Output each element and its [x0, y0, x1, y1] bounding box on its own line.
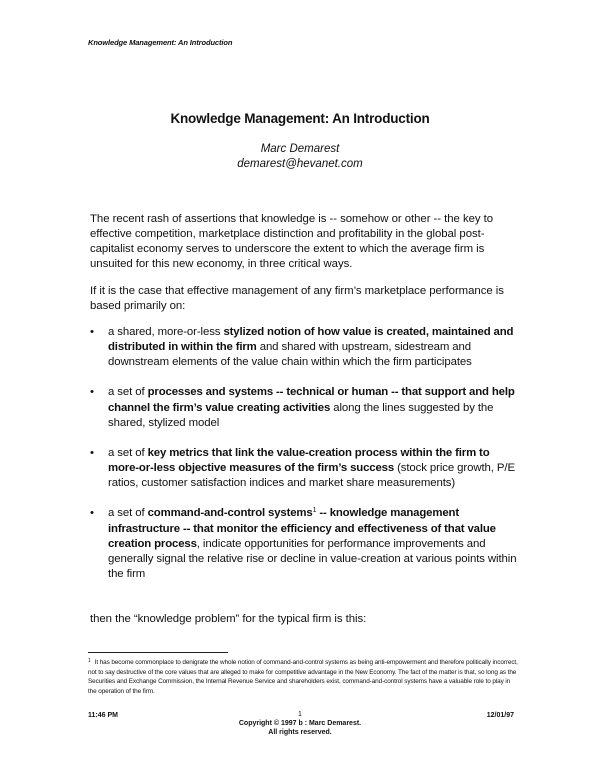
- paragraph-premise: If it is the case that effective management of any firm’s marketplace performance is based primarily on:: [90, 285, 504, 313]
- rights-notice: All rights reserved.: [268, 729, 332, 736]
- footer-date: 12/01/97: [486, 712, 514, 719]
- footer-time: 11:46 PM: [88, 712, 118, 719]
- bullet-icon: •: [90, 446, 94, 459]
- author-block: [0, 142, 600, 172]
- author-name: Marc Demarest: [260, 143, 340, 155]
- author-email: demarest@hevanet.com: [237, 158, 363, 170]
- document-title: Knowledge Management: An Introduction: [170, 111, 430, 126]
- copyright-notice: Copyright © 1997 b : Marc Demarest.: [238, 720, 362, 727]
- bullet-list: [90, 325, 520, 597]
- footnote-marker: 1: [88, 658, 91, 664]
- bullet-icon: •: [90, 386, 94, 399]
- list-item: • a shared, more-or-less stylized notion of how value is created, maintained and distributed in within the firm and shared with upstream, sidestream and downstream elements of the value chain within which the firm participates: [90, 326, 514, 369]
- list-item: • a set of command-and-control systems$^1$ -- knowledge management infrastructure -- that monitor the efficiency and effectiveness of that value creation process, indicate opportunities for performance improvements and generally signal the relative rise or decline in value-creation at various points within the firm: [90, 507, 517, 580]
- footnote-reference[interactable]: 1: [312, 507, 317, 515]
- bullet-icon: •: [90, 326, 94, 338]
- footnote-divider: [88, 652, 228, 653]
- paragraph-conclusion: then the “knowledge problem” for the typical firm is this:: [90, 613, 367, 625]
- running-header: Knowledge Management: An Introduction: [88, 38, 233, 47]
- paragraph-intro: The recent rash of assertions that knowledge is -- somehow or other -- the key to effective competition, marketplace distinction and profitability in the global post-capitalist economy serves to underscore the extent to which the average firm is unsuited for this new economy, in three critical ways.: [90, 213, 494, 271]
- page-number: 1: [298, 711, 302, 718]
- footnote-text: It has become commonplace to denigrate the whole notion of command-and-control systems as being anti-empowerment and therefore politically incorrect, not to say destructive of the core values that are alleged to make for competitive advantage in the New Economy. The fact of the matter is that, so long as the Securities and Exchange Commission, the Internal Revenue Service and shareholders exist, command-and-control systems have a valuable role to play in the operation of the firm.: [88, 659, 518, 696]
- list-item: • a set of processes and systems -- technical or human -- that support and help channel the firm’s value creating activities along the lines suggested by the shared, stylized model: [90, 386, 515, 429]
- list-item: • a set of key metrics that link the value-creation process within the firm to more-or-less objective measures of the firm’s success (stock price growth, P/E ratios, customer satisfaction indices and market share measurements): [90, 446, 515, 490]
- bullet-icon: •: [90, 507, 94, 520]
- footnote: [88, 658, 518, 697]
